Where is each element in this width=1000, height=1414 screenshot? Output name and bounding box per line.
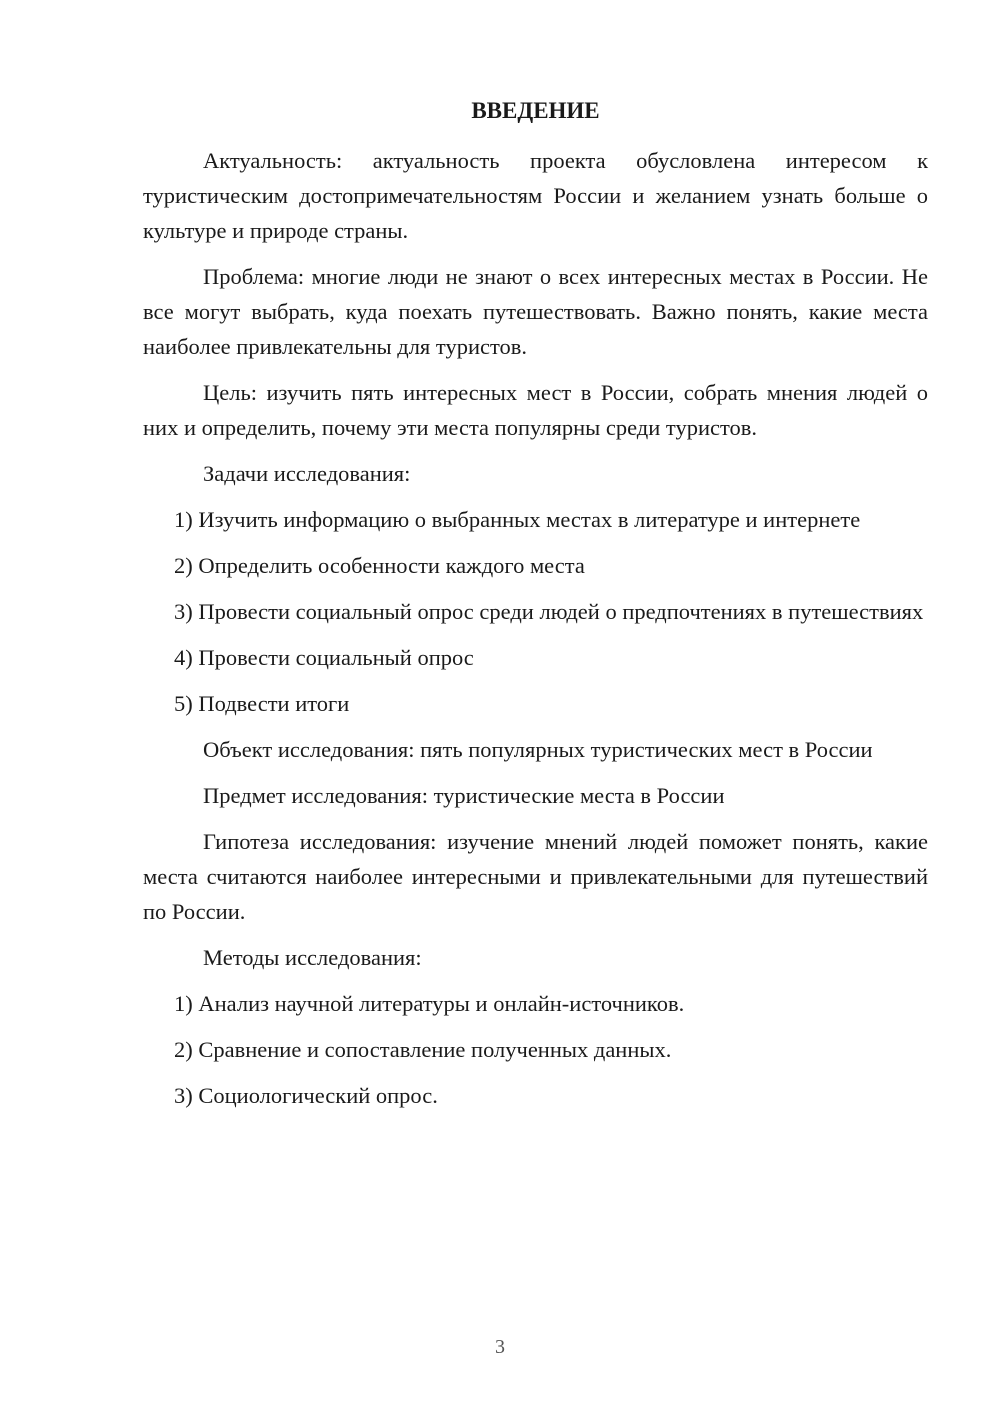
object-paragraph: Объект исследования: пять популярных туристических мест в России [203, 737, 873, 762]
subject-paragraph: Предмет исследования: туристические места в России [203, 783, 725, 808]
document-body [143, 143, 928, 1124]
method-item: 2) Сравнение и сопоставление полученных данных. [174, 1037, 672, 1062]
task-item: 2) Определить особенности каждого места [174, 553, 585, 578]
task-item: 1) Изучить информацию о выбранных местах в литературе и интернете [174, 507, 861, 532]
task-item: 4) Провести социальный опрос [174, 645, 474, 670]
goal-paragraph: Цель: изучить пять интересных мест в России, собрать мнения людей о них и определить, почему эти места популярны среди туристов. [143, 380, 928, 440]
task-item: 3) Провести социальный опрос среди людей о предпочтениях в путешествиях [174, 599, 924, 624]
relevance-paragraph: Актуальность: актуальность проекта обусловлена интересом к туристическим достопримечательностям России и желанием узнать больше о культуре и природе страны. [143, 148, 928, 243]
methods-heading: Методы исследования: [203, 945, 422, 970]
page-number: 3 [495, 1336, 505, 1358]
method-item: 3) Социологический опрос. [174, 1083, 438, 1108]
hypothesis-paragraph: Гипотеза исследования: изучение мнений людей поможет понять, какие места считаются наиболее интересными и привлекательными для путешествий по России. [143, 829, 928, 924]
tasks-heading: Задачи исследования: [203, 461, 411, 486]
page-title: ВВЕДЕНИЕ [471, 98, 600, 123]
method-item: 1) Анализ научной литературы и онлайн-источников. [174, 991, 685, 1016]
problem-paragraph: Проблема: многие люди не знают о всех интересных местах в России. Не все могут выбрать, куда поехать путешествовать. Важно понять, какие места наиболее привлекательны для туристов. [143, 264, 928, 359]
task-item: 5) Подвести итоги [174, 691, 350, 716]
